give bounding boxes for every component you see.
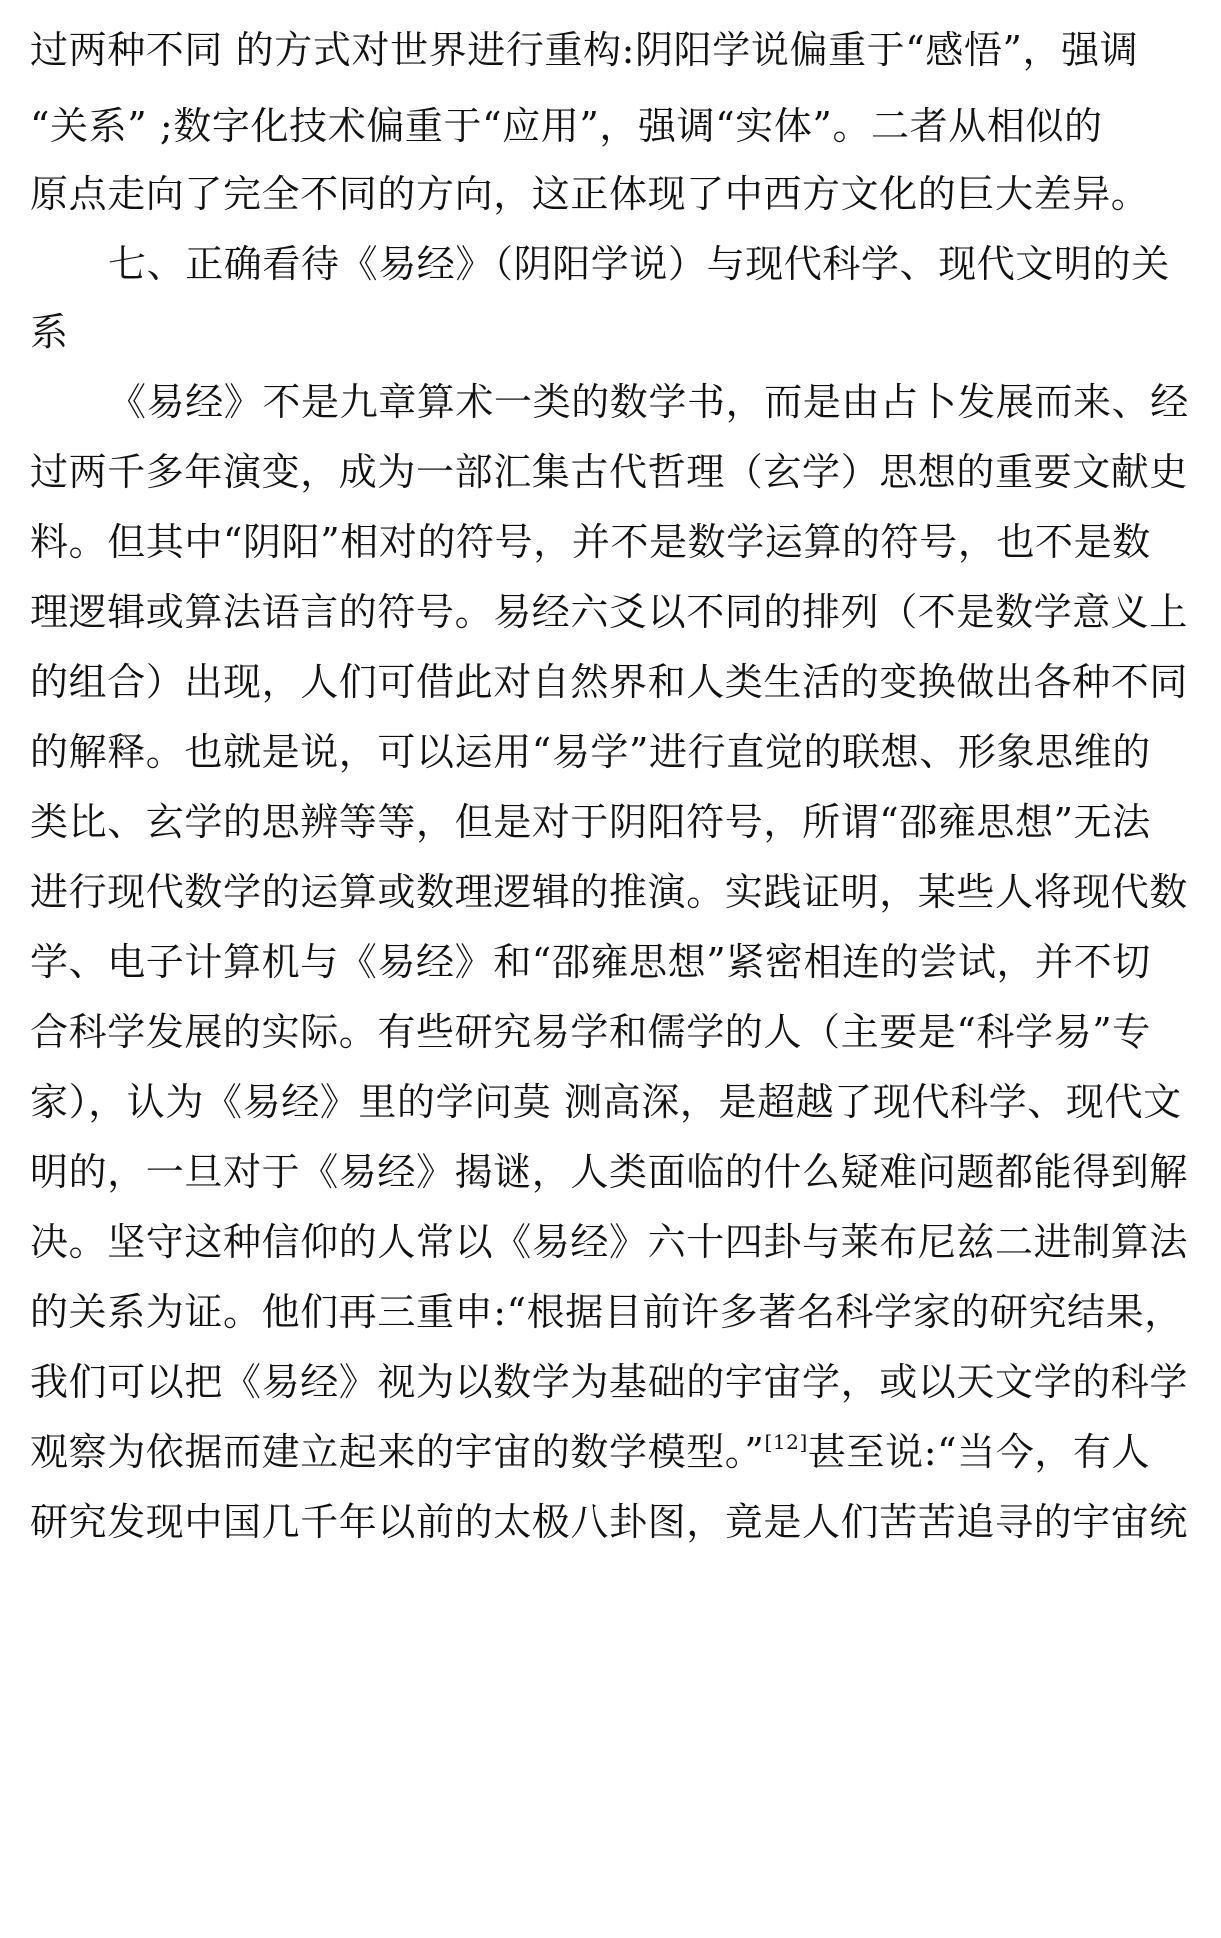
text-line-1: 过两种不同 的方式对世界进行重构:阴阳学说偏重于“感悟”，强调 bbox=[30, 28, 1139, 72]
text-line-9: 理逻辑或算法语言的符号。易经六爻以不同的排列（不是数学意义上 bbox=[30, 590, 1189, 634]
text-line-8: 料。但其中“阴阳”相对的符号，并不是数学运算的符号，也不是数 bbox=[30, 520, 1151, 564]
text-line-7: 过两千多年演变，成为一部汇集古代哲理（玄学）思想的重要文献史 bbox=[30, 450, 1189, 494]
section-heading-7: 七、正确看待《易经》（阴阳学说）与现代科学、现代文明的关 bbox=[108, 242, 1170, 286]
text-line-22: 研究发现中国几千年以前的太极八卦图，竟是人们苦苦追寻的宇宙统 bbox=[30, 1500, 1189, 1544]
text-line-15: 合科学发展的实际。有些研究易学和儒学的人（主要是“科学易”专 bbox=[30, 1010, 1151, 1054]
text-line-2: “关系” ;数字化技术偏重于“应用”，强调“实体”。二者从相似的 bbox=[30, 104, 1103, 148]
text-line-11: 的解释。也就是说，可以运用“易学”进行直觉的联想、形象思维的 bbox=[30, 730, 1151, 774]
text-line-10: 的组合）出现，人们可借此对自然界和人类生活的变换做出各种不同 bbox=[30, 660, 1189, 704]
footnote-reference: [12] bbox=[764, 1430, 808, 1454]
text-line-3: 原点走向了完全不同的方向，这正体现了中西方文化的巨大差异。 bbox=[30, 172, 1150, 216]
text-line-17: 明的，一旦对于《易经》揭谜，人类面临的什么疑难问题都能得到解 bbox=[30, 1150, 1189, 1194]
text-line-6: 《易经》不是九章算术一类的数学书，而是由占卜发展而来、经 bbox=[108, 380, 1189, 424]
text-line-14: 学、电子计算机与《易经》和“邵雍思想”紧密相连的尝试，并不切 bbox=[30, 940, 1151, 984]
text-line-21 bbox=[30, 1428, 1190, 1476]
quote-continue-text: 甚至说:“当今，有人 bbox=[807, 1430, 1151, 1474]
quote-end-text: 观察为依据而建立起来的宇宙的数学模型。” bbox=[30, 1430, 765, 1474]
section-heading-7-continued: 系 bbox=[30, 310, 69, 354]
text-line-18: 决。坚守这种信仰的人常以《易经》六十四卦与莱布尼兹二进制算法 bbox=[30, 1220, 1189, 1264]
text-line-19: 的关系为证。他们再三重申:“根据目前许多著名科学家的研究结果， bbox=[30, 1290, 1183, 1334]
text-line-13: 进行现代数学的运算或数理逻辑的推演。实践证明，某些人将现代数 bbox=[30, 870, 1189, 914]
text-line-20: 我们可以把《易经》视为以数学为基础的宇宙学，或以天文学的科学 bbox=[30, 1360, 1189, 1404]
text-line-12: 类比、玄学的思辨等等，但是对于阴阳符号，所谓“邵雍思想”无法 bbox=[30, 800, 1151, 844]
text-line-16: 家），认为《易经》里的学问莫 测高深，是超越了现代科学、现代文 bbox=[30, 1080, 1182, 1124]
